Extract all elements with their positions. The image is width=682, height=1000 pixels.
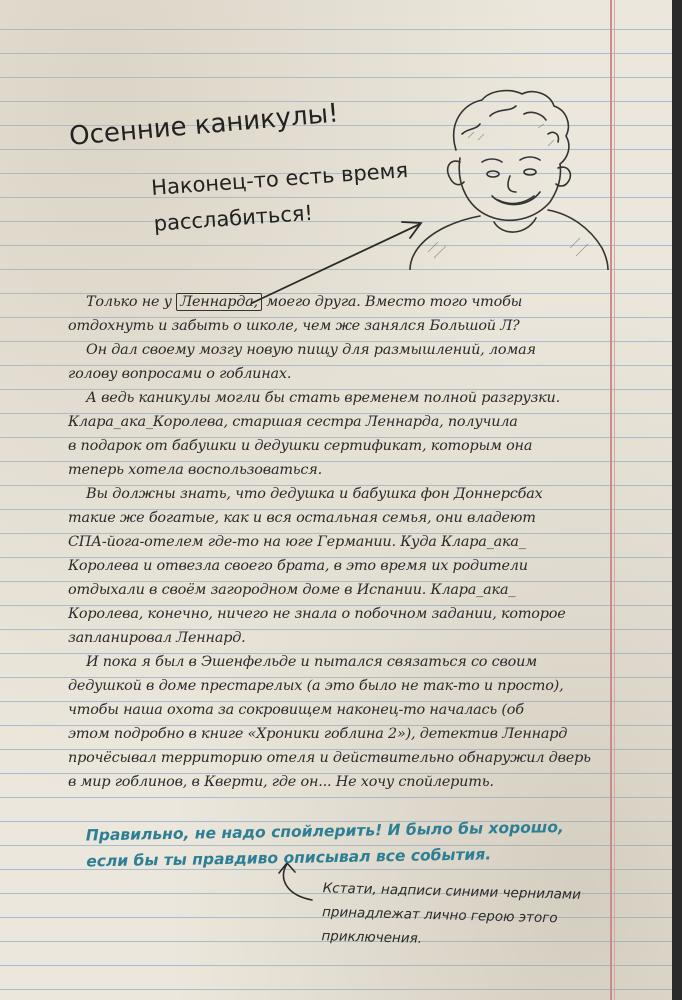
story-line: Королева, конечно, ничего не знала о побочном задании, которое [68,606,566,622]
story-line: прочёсывал территорию отеля и действительно обнаружил дверь [68,750,591,766]
side-note-line-3: приключения. [321,928,423,947]
side-note-line-1: Кстати, надписи синими чернилами [322,880,582,903]
story-line: в мир гоблинов, в Кверти, где он... Не хочу спойлерить. [68,774,494,790]
story-line: дедушкой в доме престарелых (а это было не так-то и просто), [68,678,564,694]
story-line: Вы должны знать, что дедушка и бабушка фон Доннерсбах [86,486,543,502]
cartoon-boy-portrait-icon [398,88,610,270]
blue-ink-note [86,814,597,875]
story-line: Клара_ака_Королева, старшая сестра Леннарда, получила [68,414,518,430]
story-line: такие же богатые, как и вся остальная семья, они владеют [68,510,536,526]
margin-line-secondary [614,0,615,1000]
story-line: отдыхали в своём загородном доме в Испании. Клара_ака_ [68,582,516,598]
story-line: чтобы наша охота за сокровищем наконец-то началась (об [68,702,524,718]
story-line: И пока я был в Эшенфельде и пытался связаться со своим [86,654,537,670]
story-line: голову вопросами о гоблинах. [68,366,292,382]
story-line: Королева и отвезла своего брата, в это время их родители [68,558,528,574]
story-line: отдохнуть и забыть о школе, чем же занялся Большой Л? [68,318,520,334]
subtitle-line-2: расслабиться! [152,200,314,236]
handwritten-subtitle [150,152,414,242]
pencil-side-note [321,876,613,956]
story-line: запланировал Леннард. [68,630,246,646]
blue-note-line-1: Правильно, не надо спойлерить! И было бы хорошо, [85,818,564,845]
side-note-line-2: принадлежат лично герою этого [321,904,558,927]
story-line-1 [68,290,608,314]
margin-line [610,0,612,1000]
story-line: Он дал своему мозгу новую пищу для размышлений, ломая [86,342,536,358]
story-line: этом подробно в книге «Хроники гоблина 2»), детектив Леннард [68,726,568,742]
story-line: теперь хотела воспользоваться. [68,462,322,478]
story-line-1-end: моего друга. Вместо того чтобы [261,294,523,310]
boxed-name-lennard: Леннарда, [176,293,262,311]
story-line-1-start: Только не у [86,294,177,310]
blue-note-line-2: если бы ты правдиво описывал все события. [86,845,492,871]
subtitle-line-1: Наконец-то есть время [150,158,409,200]
story-text [68,290,608,794]
story-line: в подарок от бабушки и дедушки сертификат, которым она [68,438,533,454]
page-edge-strip [672,0,682,1000]
chapter-title: Осенние каникулы! [68,98,340,152]
story-line: А ведь каникулы могли бы стать временем полной разгрузки. [86,390,560,406]
story-line: СПА-йога-отелем где-то на юге Германии. Куда Клара_ака_ [68,534,526,550]
